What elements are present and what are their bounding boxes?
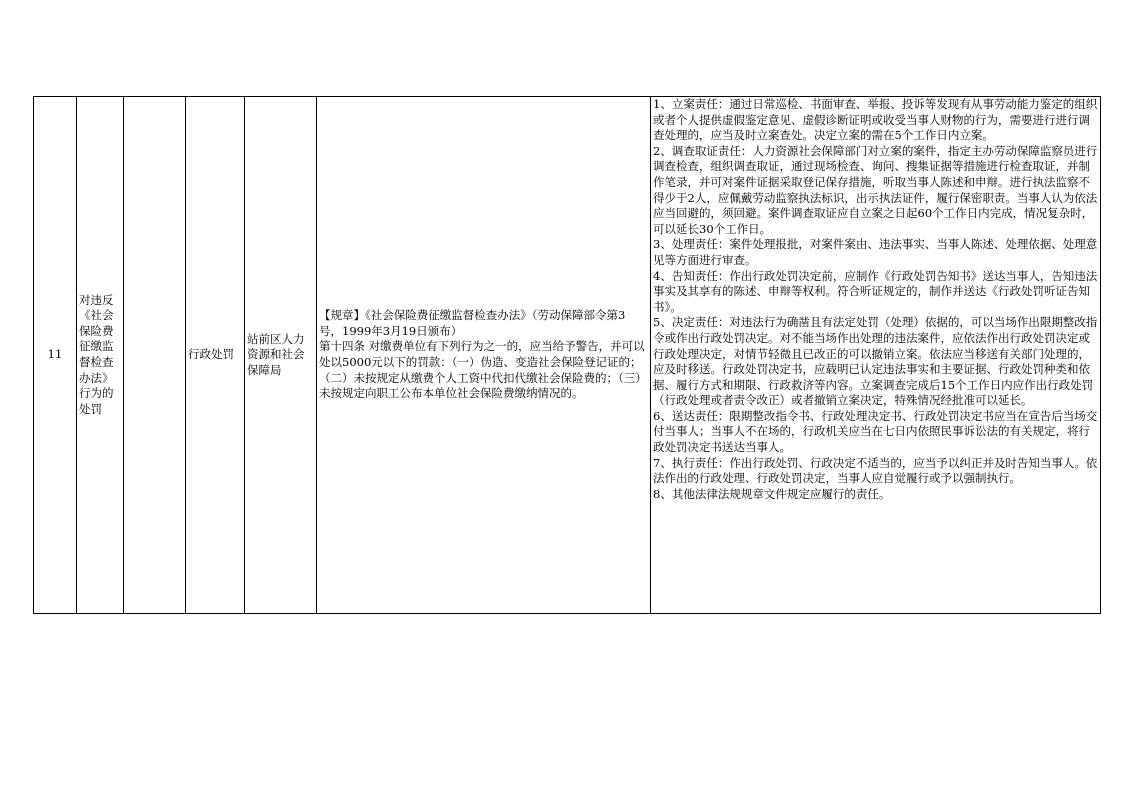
- responsibility-item: 6、送达责任：限期整改指令书、行政处理决定书、行政处罚决定书应当在宣告后当场交付当事人；当事人不在场的，行政机关应当在七日内依照民事诉讼法的有关规定，将行政处罚决定书送达当事人。: [653, 408, 1098, 455]
- responsibilities-cell: [651, 97, 1101, 614]
- responsibility-item: 7、执行责任：作出行政处罚、行政决定不适当的，应当予以纠正并及时告知当事人。依法作出的行政处理、行政处罚决定，当事人应自觉履行或予以强制执行。: [653, 455, 1098, 486]
- legal-basis: [317, 97, 651, 614]
- responsibility-item: 2、调查取证责任：人力资源社会保障部门对立案的案件，指定主办劳动保障监察员进行调查检查，组织调查取证，通过现场检查、询问、搜集证据等措施进行检查取证，并制作笔录，并可对案件证据采取登记保存措施，听取当事人陈述和申辩。进行执法监察不得少于2人，应佩戴劳动监察执法标识，出示执法证件，履行保密职责。当事人认为依法应当回避的，须回避。案件调查取证应自立案之日起60个工作日内完成，情况复杂时，可以延长30个工作日。: [653, 143, 1098, 236]
- responsibility-item: 5、决定责任：对违法行为确凿且有法定处罚（处理）依据的，可以当场作出限期整改指令或作出行政处罚决定。对不能当场作出处理的违法案件，应依法作出行政处罚决定或行政处理决定，对情节轻微且已改正的可以撤销立案。依法应当移送有关部门处理的，应及时移送。行政处罚决定书，应载明已认定违法事实和主要证据、行政处罚种类和依据、履行方式和期限、行政救济等内容。立案调查完成后15个工作日内应作出行政处罚（行政处理或者责令改正）或者撤销立案决定，特殊情况经批准可以延长。: [653, 315, 1098, 408]
- responsibility-item: 8、其他法律法规规章文件规定应履行的责任。: [653, 486, 891, 501]
- empty-cell: [124, 97, 186, 614]
- responsibilities-list: [653, 97, 1098, 613]
- table-row: [34, 97, 1101, 614]
- row-number: 11: [34, 97, 77, 614]
- duty-table: [33, 96, 1101, 614]
- item-category: 行政处罚: [186, 97, 245, 614]
- responsibility-item: 1、立案责任：通过日常巡检、书面审查、举报、投诉等发现有从事劳动能力鉴定的组织或者个人提供虚假鉴定意见、虚假诊断证明或收受当事人财物的行为，需要进行进行调查处理的，应当及时立案查处。决定立案的需在5个工作日内立案。: [653, 97, 1098, 143]
- responsible-department: 站前区人力资源和社会保障局: [245, 97, 317, 614]
- responsibility-item: 3、处理责任：案件处理报批，对案件案由、违法事实、当事人陈述、处理依据、处理意见等方面进行审查。: [653, 237, 1098, 267]
- legal-basis-text: 【规章】《社会保险费征缴监督检查办法》（劳动保障部令第3号，1999年3月19日颁布） 第十四条 对缴费单位有下列行为之一的，应当给予警告，并可以处以5000元以下的罚款：（一）伪造、变造社会保险登记证的；（二）未按规定从缴费个人工资中代扣代缴社会保险费的；（三）未按规定向职工公布本单位社会保险费缴纳情况的。: [319, 308, 647, 401]
- responsibility-item: 4、告知责任：作出行政处罚决定前，应制作《行政处罚告知书》送达当事人，告知违法事实及其享有的陈述、申辩等权利。符合听证规定的，制作并送达《行政处罚听证告知书》。: [653, 268, 1098, 314]
- item-name: 对违反《社会保险费征缴监督检查办法》行为的处罚: [77, 97, 124, 614]
